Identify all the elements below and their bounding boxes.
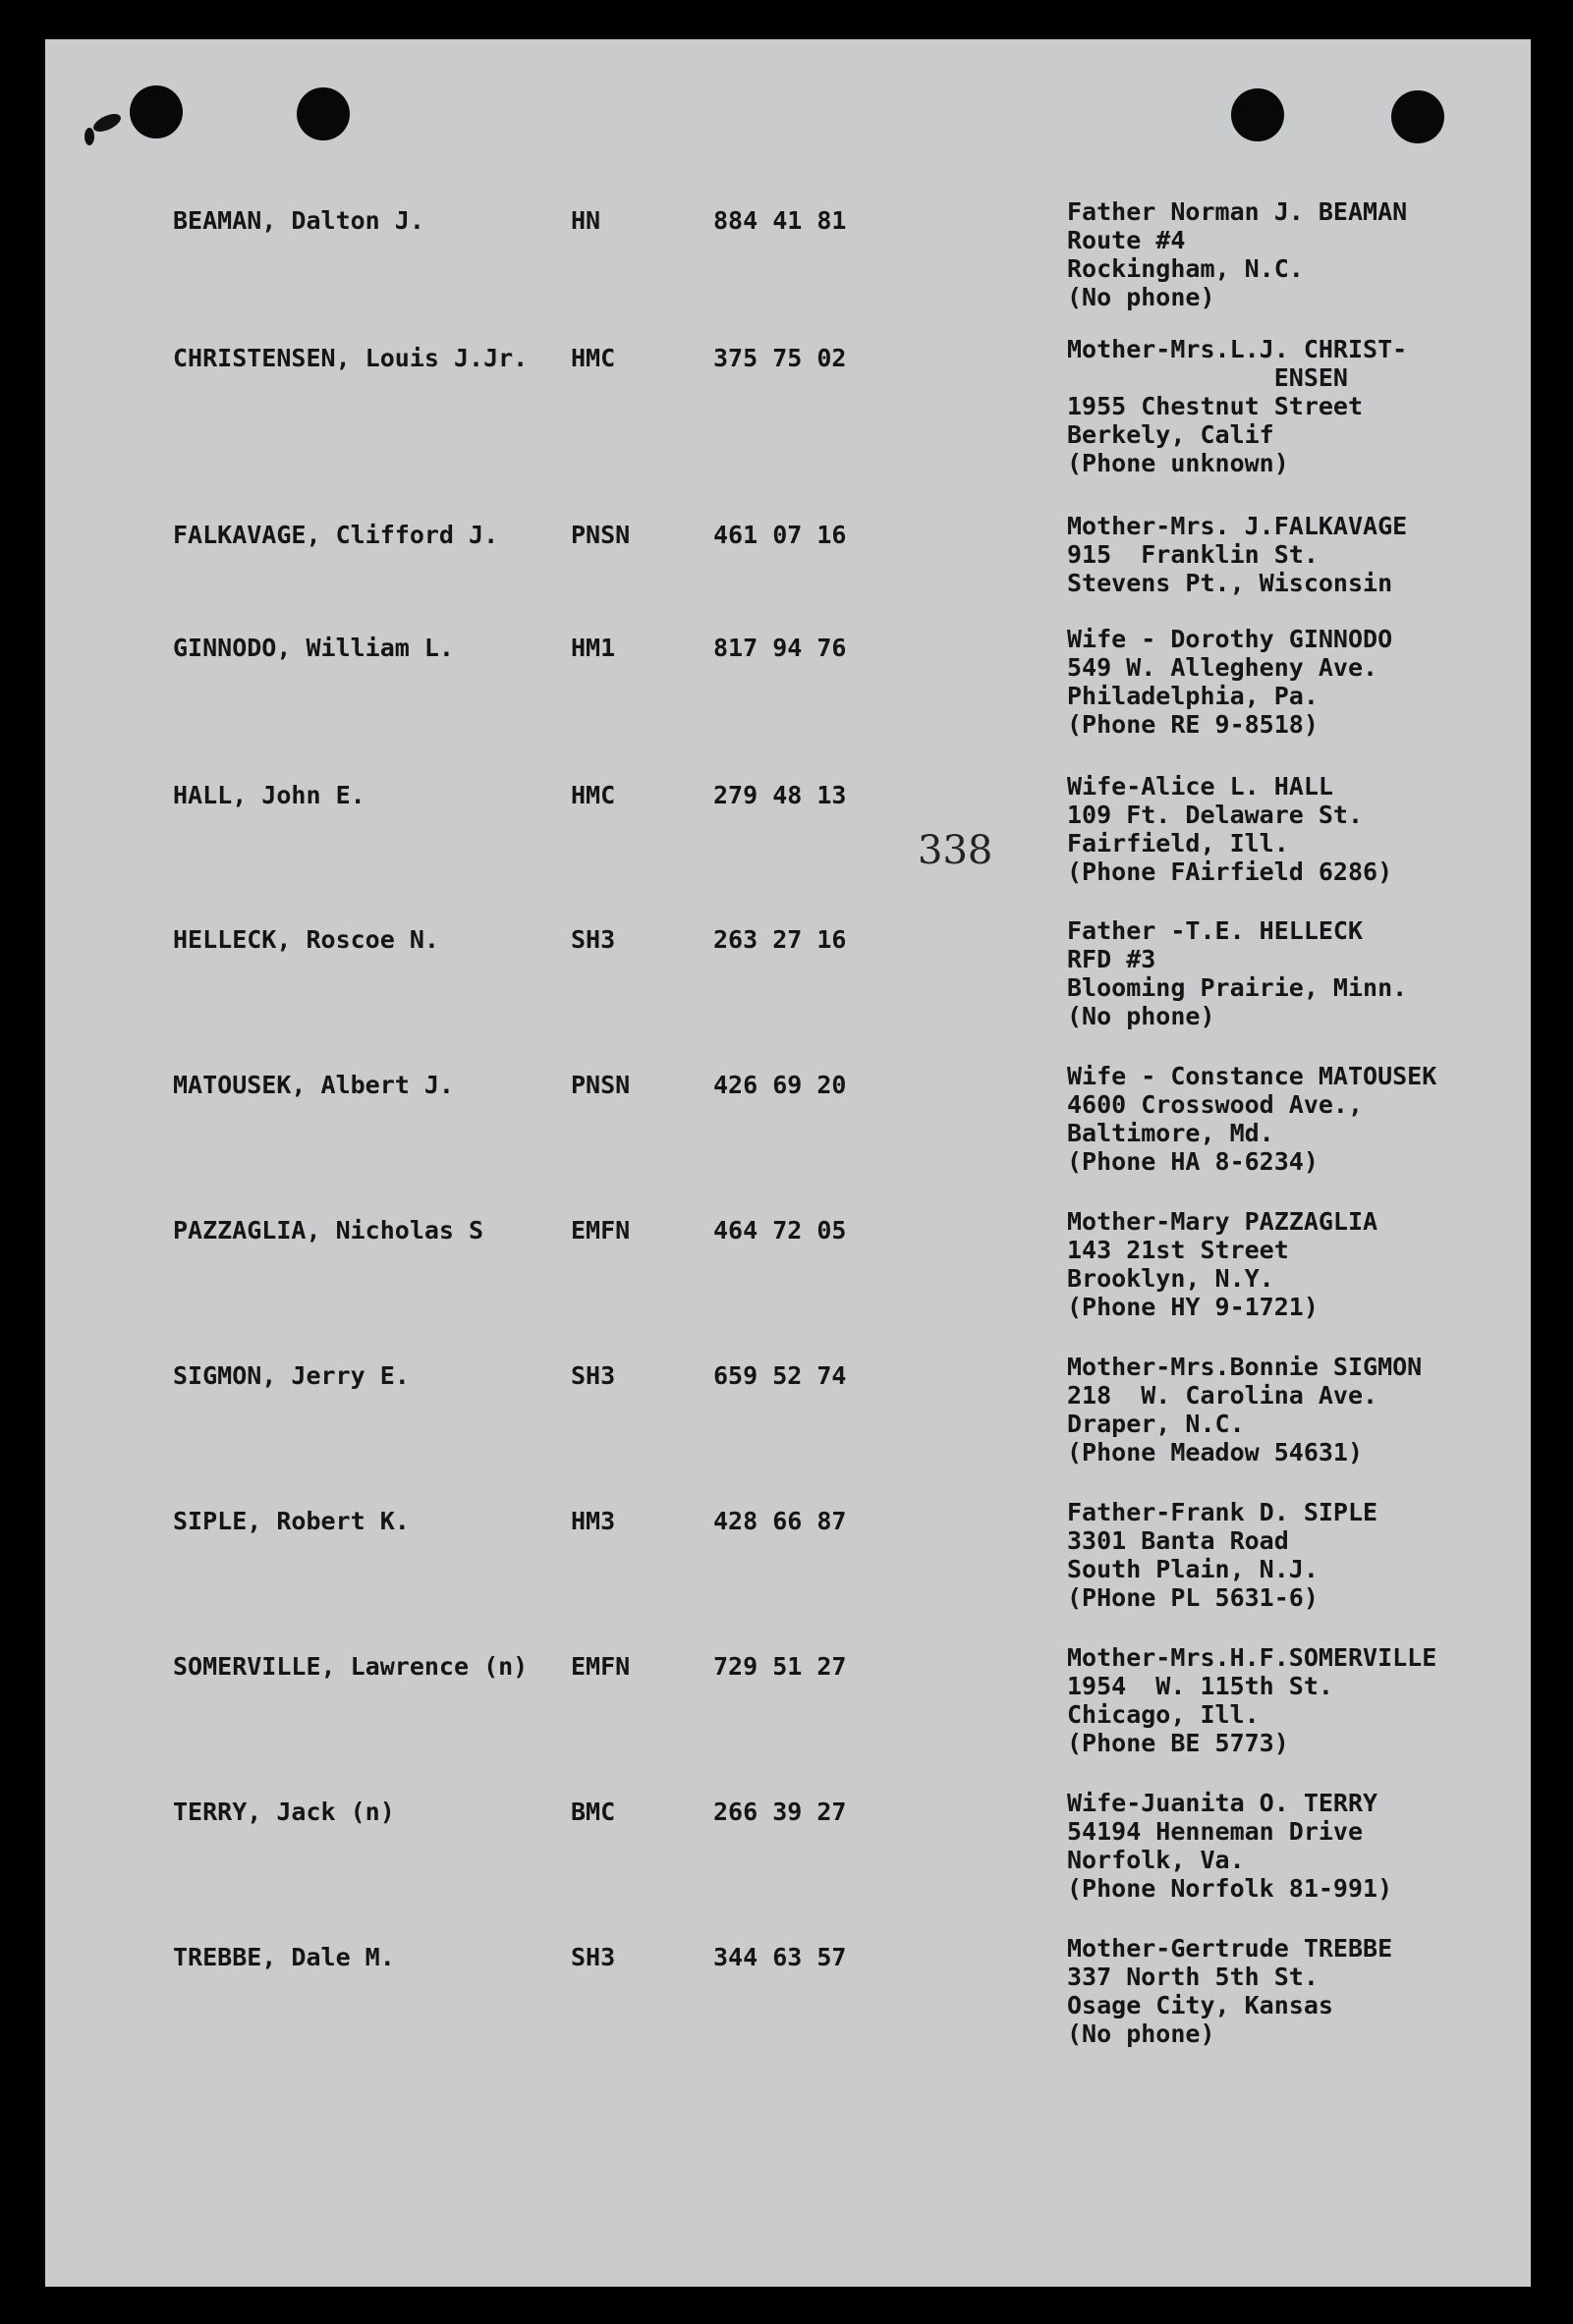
punch-hole — [297, 87, 350, 140]
contact-line: (Phone Norfolk 81-991) — [1067, 1874, 1393, 1903]
entry-rate: SH3 — [571, 1943, 616, 1971]
entry-rate: HM3 — [571, 1507, 616, 1535]
ink-smudge — [90, 110, 123, 135]
page-number: 338 — [918, 828, 993, 873]
contact-line: Rockingham, N.C. — [1067, 254, 1304, 283]
entry-service-number: 263 27 16 — [713, 925, 847, 954]
entry-service-number: 428 66 87 — [713, 1507, 847, 1535]
ink-smudge — [84, 128, 94, 145]
entry-service-number: 426 69 20 — [713, 1071, 847, 1099]
entry-rate: EMFN — [571, 1216, 631, 1245]
contact-line: Wife-Alice L. HALL — [1067, 772, 1333, 801]
contact-line: Fairfield, Ill. — [1067, 829, 1289, 858]
contact-line: Chicago, Ill. — [1067, 1700, 1260, 1729]
contact-line: Mother-Mrs.L.J. CHRIST- — [1067, 335, 1408, 363]
entry-service-number: 375 75 02 — [713, 344, 847, 372]
contact-line: (Phone BE 5773) — [1067, 1729, 1289, 1757]
contact-line: RFD #3 — [1067, 945, 1156, 973]
contact-line: Wife-Juanita O. TERRY — [1067, 1789, 1378, 1817]
entry-service-number: 461 07 16 — [713, 521, 847, 549]
entry-service-number: 659 52 74 — [713, 1361, 847, 1390]
entry-name: MATOUSEK, Albert J. — [173, 1071, 454, 1099]
entry-contact — [1067, 1353, 1422, 1466]
entry-contact — [1067, 1498, 1377, 1612]
contact-line: Mother-Mrs.H.F.SOMERVILLE — [1067, 1643, 1437, 1672]
entry-rate: HMC — [571, 781, 616, 809]
contact-line: Father-Frank D. SIPLE — [1067, 1498, 1378, 1526]
entry-name: CHRISTENSEN, Louis J.Jr. — [173, 344, 529, 372]
entry-name: SIPLE, Robert K. — [173, 1507, 410, 1535]
contact-line: (PHone PL 5631-6) — [1067, 1583, 1319, 1612]
entry-service-number: 464 72 05 — [713, 1216, 847, 1245]
contact-line: Father Norman J. BEAMAN — [1067, 197, 1408, 226]
contact-line: Brooklyn, N.Y. — [1067, 1264, 1274, 1293]
entry-rate: BMC — [571, 1798, 616, 1826]
punch-hole — [1231, 88, 1284, 141]
contact-line: (No phone) — [1067, 2020, 1215, 2048]
contact-line: 1954 W. 115th St. — [1067, 1672, 1333, 1700]
entry-name: PAZZAGLIA, Nicholas S — [173, 1216, 484, 1245]
contact-line: (Phone HY 9-1721) — [1067, 1293, 1319, 1321]
contact-line: 4600 Crosswood Ave., — [1067, 1090, 1364, 1119]
entry-name: SIGMON, Jerry E. — [173, 1361, 410, 1390]
entry-service-number: 279 48 13 — [713, 781, 847, 809]
contact-line: Baltimore, Md. — [1067, 1119, 1274, 1147]
contact-line: 915 Franklin St. — [1067, 540, 1319, 569]
entry-contact — [1067, 1934, 1392, 2048]
entry-service-number: 884 41 81 — [713, 206, 847, 235]
contact-line: 549 W. Allegheny Ave. — [1067, 653, 1378, 682]
entry-contact — [1067, 335, 1407, 477]
contact-line: (Phone unknown) — [1067, 449, 1289, 477]
entry-name: GINNODO, William L. — [173, 634, 454, 662]
contact-line: Berkely, Calif — [1067, 420, 1274, 449]
entry-name: FALKAVAGE, Clifford J. — [173, 521, 499, 549]
contact-line: Blooming Prairie, Minn. — [1067, 973, 1408, 1002]
contact-line: 218 W. Carolina Ave. — [1067, 1381, 1378, 1410]
contact-line: Norfolk, Va. — [1067, 1846, 1245, 1874]
contact-line: 54194 Henneman Drive — [1067, 1817, 1364, 1846]
entry-rate: HN — [571, 206, 601, 235]
contact-line: ENSEN — [1067, 363, 1348, 392]
contact-line: Wife - Constance MATOUSEK — [1067, 1062, 1437, 1090]
contact-line: Mother-Mrs.Bonnie SIGMON — [1067, 1353, 1423, 1381]
entry-contact — [1067, 625, 1392, 739]
contact-line: Mother-Mrs. J.FALKAVAGE — [1067, 512, 1408, 540]
entry-rate: PNSN — [571, 521, 631, 549]
entry-contact — [1067, 512, 1407, 597]
contact-line: (Phone FAirfield 6286) — [1067, 858, 1393, 886]
entry-contact — [1067, 197, 1407, 311]
contact-line: 143 21st Street — [1067, 1236, 1289, 1264]
entry-service-number: 344 63 57 — [713, 1943, 847, 1971]
contact-line: Mother-Mary PAZZAGLIA — [1067, 1207, 1378, 1236]
contact-line: 1955 Chestnut Street — [1067, 392, 1364, 420]
contact-line: (No phone) — [1067, 1002, 1215, 1030]
entry-name: HALL, John E. — [173, 781, 365, 809]
entry-rate: SH3 — [571, 925, 616, 954]
contact-line: 337 North 5th St. — [1067, 1963, 1319, 1991]
entry-service-number: 266 39 27 — [713, 1798, 847, 1826]
contact-line: 109 Ft. Delaware St. — [1067, 801, 1364, 829]
entry-rate: EMFN — [571, 1652, 631, 1681]
entry-contact — [1067, 916, 1407, 1030]
contact-line: Stevens Pt., Wisconsin — [1067, 569, 1393, 597]
contact-line: (Phone Meadow 54631) — [1067, 1438, 1364, 1466]
entry-contact — [1067, 1789, 1392, 1903]
entry-contact — [1067, 772, 1392, 886]
entry-service-number: 817 94 76 — [713, 634, 847, 662]
entry-rate: PNSN — [571, 1071, 631, 1099]
contact-line: Father -T.E. HELLECK — [1067, 916, 1364, 945]
contact-line: Route #4 — [1067, 226, 1186, 254]
entry-rate: SH3 — [571, 1361, 616, 1390]
entry-name: HELLECK, Roscoe N. — [173, 925, 439, 954]
contact-line: Philadelphia, Pa. — [1067, 682, 1319, 710]
contact-line: South Plain, N.J. — [1067, 1555, 1319, 1583]
contact-line: (Phone HA 8-6234) — [1067, 1147, 1319, 1176]
entry-name: TERRY, Jack (n) — [173, 1798, 395, 1826]
entry-service-number: 729 51 27 — [713, 1652, 847, 1681]
contact-line: (Phone RE 9-8518) — [1067, 710, 1319, 739]
entry-contact — [1067, 1207, 1377, 1321]
contact-line: Mother-Gertrude TREBBE — [1067, 1934, 1393, 1963]
entry-rate: HM1 — [571, 634, 616, 662]
entry-name: BEAMAN, Dalton J. — [173, 206, 424, 235]
entry-name: TREBBE, Dale M. — [173, 1943, 395, 1971]
punch-hole — [1391, 90, 1444, 143]
punch-hole — [130, 85, 183, 138]
contact-line: Draper, N.C. — [1067, 1410, 1245, 1438]
contact-line: Osage City, Kansas — [1067, 1991, 1333, 2020]
entry-rate: HMC — [571, 344, 616, 372]
entry-contact — [1067, 1643, 1436, 1757]
contact-line: Wife - Dorothy GINNODO — [1067, 625, 1393, 653]
contact-line: 3301 Banta Road — [1067, 1526, 1289, 1555]
entry-contact — [1067, 1062, 1436, 1176]
contact-line: (No phone) — [1067, 283, 1215, 311]
document-page — [45, 39, 1531, 2287]
entry-name: SOMERVILLE, Lawrence (n) — [173, 1652, 529, 1681]
